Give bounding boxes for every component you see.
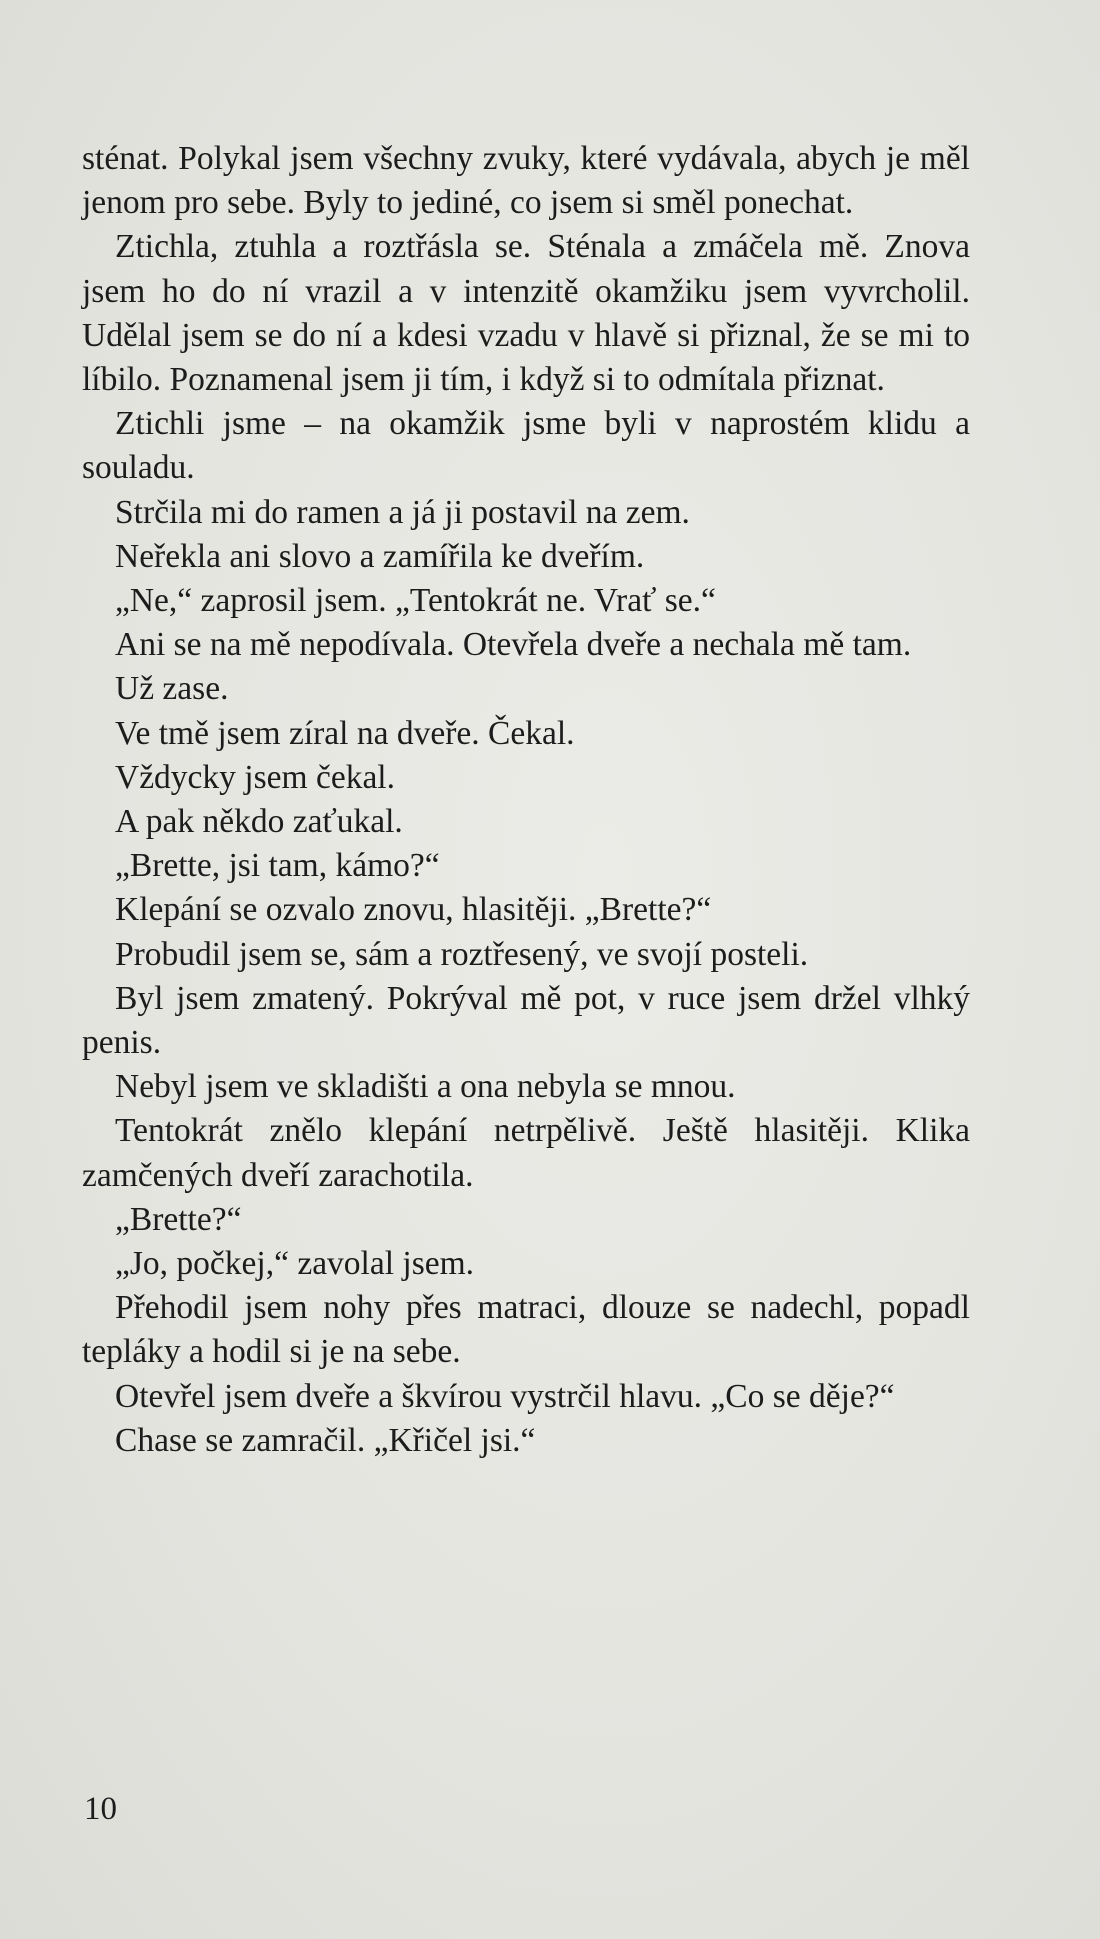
paragraph: Chase se zamračil. „Křičel jsi.“: [115, 1421, 536, 1459]
paragraph: Tentokrát znělo klepání netrpělivě. Ještě hlasitěji. Klika zamčených dveří zarachotila.: [82, 1112, 970, 1194]
paragraph: „Ne,“ zaprosil jsem. „Tentokrát ne. Vrať se.“: [115, 582, 716, 620]
paragraph: Byl jsem zmatený. Pokrýval mě pot, v ruce jsem držel vlhký penis.: [82, 979, 970, 1062]
paragraph: Neřekla ani slovo a zamířila ke dveřím.: [115, 537, 645, 575]
paragraph: Klepání se ozvalo znovu, hlasitěji. „Brette?“: [115, 891, 712, 929]
paragraph: Přehodil jsem nohy přes matraci, dlouze se nadechl, popadl tepláky a hodil si je na sebe.: [82, 1289, 970, 1371]
paragraph: Ztichli jsme – na okamžik jsme byli v naprostém klidu a souladu.: [82, 405, 970, 487]
paragraph: Nebyl jsem ve skladišti a ona nebyla se mnou.: [115, 1068, 736, 1106]
paragraph: „Jo, počkej,“ zavolal jsem.: [115, 1245, 475, 1283]
paragraph: Strčila mi do ramen a já ji postavil na zem.: [115, 493, 690, 531]
paragraph: „Brette?“: [115, 1200, 242, 1238]
paragraph: Už zase.: [115, 670, 229, 708]
page-number: 10: [84, 1791, 117, 1827]
paragraph: Ve tmě jsem zíral na dveře. Čekal.: [115, 714, 575, 752]
paragraph: Otevřel jsem dveře a škvírou vystrčil hlavu. „Co se děje?“: [115, 1377, 895, 1415]
paragraph: „Brette, jsi tam, kámo?“: [115, 847, 440, 885]
paragraph: Probudil jsem se, sám a roztřesený, ve svojí posteli.: [115, 935, 809, 973]
paragraph: A pak někdo zaťukal.: [115, 803, 403, 841]
body-text: [82, 137, 970, 1463]
paragraph: Vždycky jsem čekal.: [115, 758, 395, 796]
paragraph: Ztichla, ztuhla a roztřásla se. Sténala a zmáčela mě. Znova jsem ho do ní vrazil a v intenzitě okamžiku jsem vyvrcholil. Udělal jsem se do ní a kdesi vzadu v hlavě si přiznal, že se mi to líbilo. Poznamenal jsem ji tím, i když si to odmítala přiznat.: [82, 228, 970, 399]
paragraph: sténat. Polykal jsem všechny zvuky, které vydávala, abych je měl jenom pro sebe. Byly to jediné, co jsem si směl ponechat.: [82, 140, 970, 222]
paragraph: Ani se na mě nepodívala. Otevřela dveře a nechala mě tam.: [115, 626, 912, 664]
